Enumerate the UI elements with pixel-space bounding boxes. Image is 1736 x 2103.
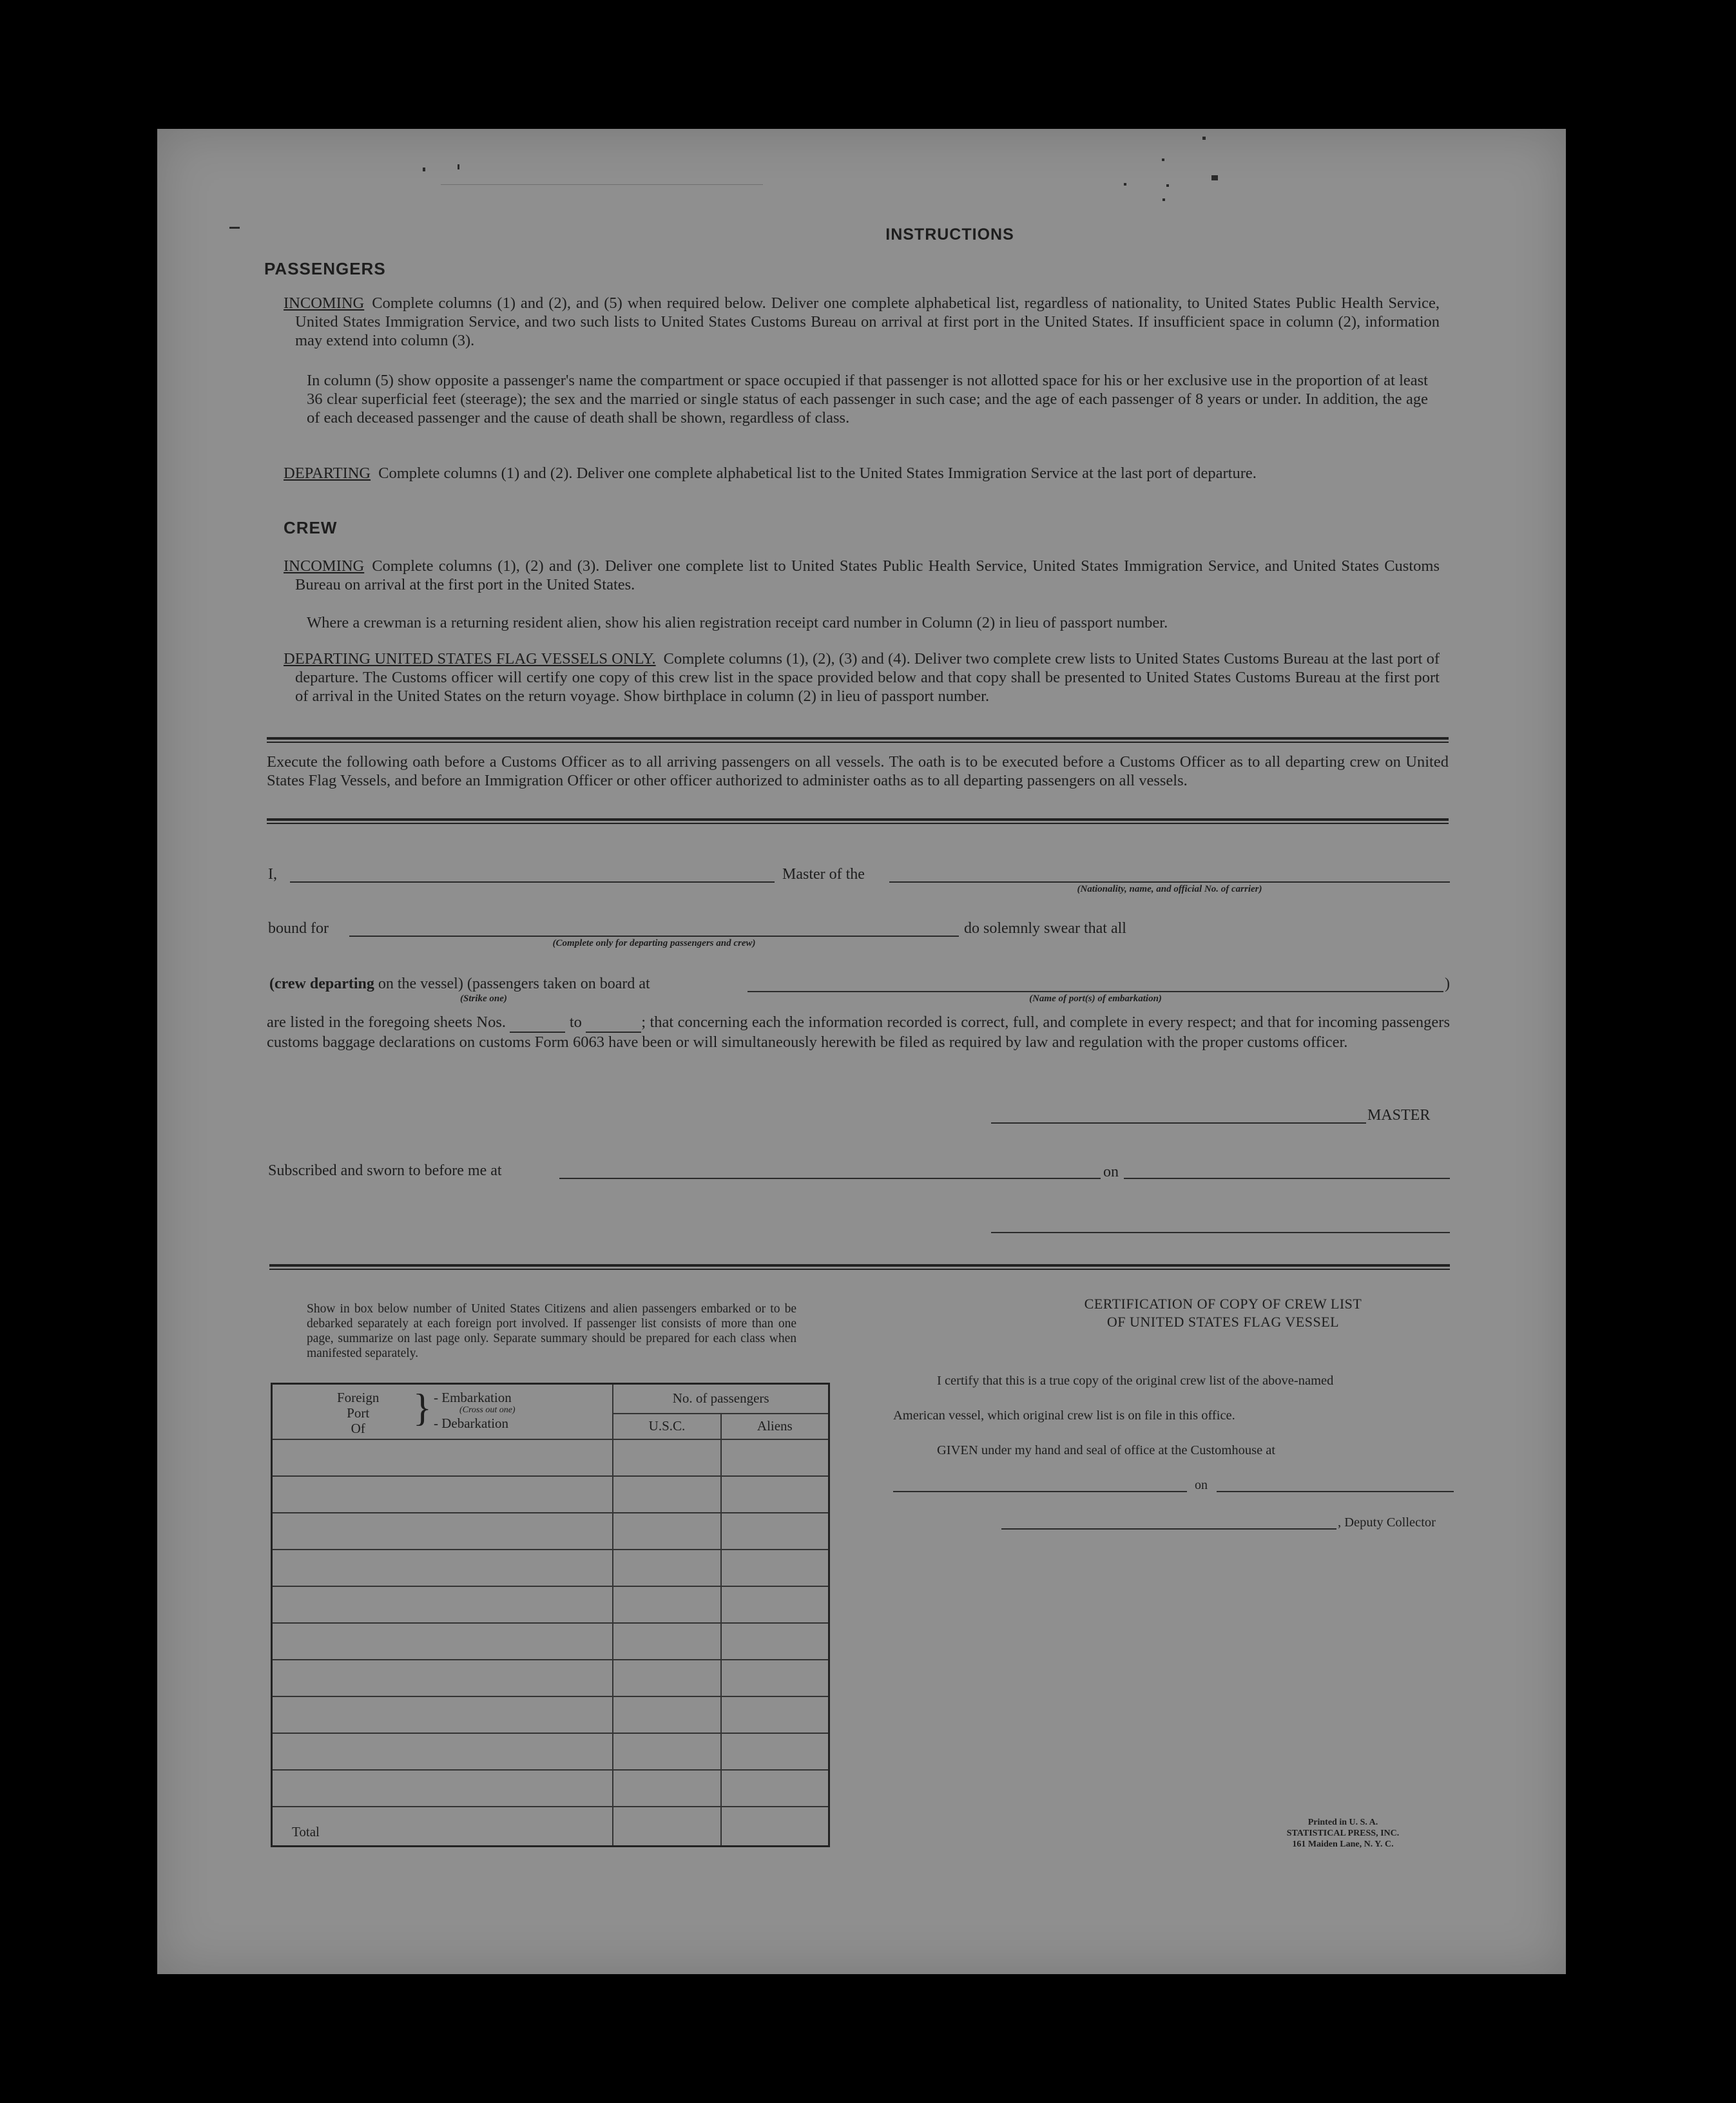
crew-heading: CREW <box>284 518 338 537</box>
usc-cell[interactable] <box>613 1660 720 1696</box>
of-label: Of <box>351 1421 365 1436</box>
certification-title-line1: CERTIFICATION OF COPY OF CREW LIST <box>1084 1296 1362 1312</box>
usc-cell[interactable] <box>613 1623 720 1660</box>
usc-total-cell[interactable] <box>613 1807 720 1847</box>
aliens-cell[interactable] <box>721 1770 829 1807</box>
port-cell[interactable] <box>272 1550 613 1586</box>
crew-departing-label: DEPARTING UNITED STATES FLAG VESSELS ONLY. <box>284 650 656 667</box>
passengers-departing-label: DEPARTING <box>284 465 371 482</box>
usc-header: U.S.C. <box>613 1414 720 1439</box>
port-cell[interactable] <box>272 1586 613 1623</box>
port-header-cell <box>272 1384 613 1439</box>
cert-date-field[interactable] <box>1217 1491 1454 1492</box>
table-row <box>272 1476 829 1513</box>
certify-line-b: American vessel, which original crew list is on file in this office. <box>893 1408 1235 1423</box>
crew-incoming-text: Complete columns (1), (2) and (3). Deliver one complete list to United States Public Health Service, United States Immigration Service, and United States Customs Bureau on arrival at the first port in the United States. <box>295 557 1440 593</box>
document-sheet <box>157 129 1566 1974</box>
speck <box>1124 183 1126 186</box>
deputy-signature-field[interactable] <box>1001 1528 1336 1530</box>
embarkation-port-field[interactable] <box>747 991 1443 992</box>
oath-i-label: I, <box>268 866 277 883</box>
customhouse-field[interactable] <box>893 1491 1187 1492</box>
foreign-label: Foreign <box>337 1390 380 1405</box>
port-cell[interactable] <box>272 1696 613 1733</box>
aliens-cell[interactable] <box>721 1623 829 1660</box>
speck <box>229 227 240 229</box>
deputy-collector-label: , Deputy Collector <box>1338 1515 1436 1530</box>
crew-departing-paragraph <box>284 649 1440 706</box>
cert-on-label: on <box>1195 1478 1208 1492</box>
speck <box>423 168 425 171</box>
section-divider <box>269 1264 1450 1270</box>
oath-statement <box>267 1013 1450 1052</box>
usc-cell[interactable] <box>613 1513 720 1550</box>
close-paren: ) <box>1445 975 1450 992</box>
section-divider <box>267 737 1449 743</box>
no-passengers-header: No. of passengers <box>613 1384 829 1414</box>
crew-incoming-label: INCOMING <box>284 557 365 575</box>
table-row <box>272 1439 829 1476</box>
printer-imprint <box>1246 1817 1440 1850</box>
port-cell[interactable] <box>272 1623 613 1660</box>
crew-departing-text: Complete columns (1), (2), (3) and (4). Deliver two complete crew lists to United States Customs Bureau at the last port of departure. The Customs officer will certify one copy of this crew list in the space provided below and that copy shall be presented to United States Customs Bureau at the first port of arrival in the United States on the return voyage. Show birthplace in column (2) in lieu of passport number. <box>295 650 1440 705</box>
port-cell[interactable] <box>272 1770 613 1807</box>
aliens-cell[interactable] <box>721 1476 829 1513</box>
bound-for-label: bound for <box>268 920 329 937</box>
passengers-incoming-text: Complete columns (1) and (2), and (5) when required below. Deliver one complete alphabetical list, regardless of nationality, to United States Public Health Service, United States Immigration Service, and two such lists to United States Customs Bureau on arrival at first port in the United States. If insufficient space in column (2), information may extend into column (3). <box>295 294 1440 349</box>
aliens-header: Aliens <box>721 1414 829 1439</box>
oath-instruction: Execute the following oath before a Customs Officer as to all arriving passengers on all vessels. The oath is to be executed before a Customs Officer as to all departing crew on United States Flag Vessels, and before an Immigration Officer or other officer authorized to administer oaths as to all departing passengers on all vessels. <box>267 753 1449 789</box>
aliens-cell[interactable] <box>721 1513 829 1550</box>
speck <box>458 164 459 169</box>
usc-cell[interactable] <box>613 1770 720 1807</box>
brace-icon: } <box>413 1387 432 1429</box>
column5-paragraph: In column (5) show opposite a passenger's name the compartment or space occupied if that passenger is not allotted space for his or her exclusive use in the proportion of at least 36 clear superficial feet (steerage); the sex and the married or single status of each passenger in such case; and the age of each passenger of 8 years or under. In addition, the age of each deceased passenger and the cause of death shall be shown, regardless of class. <box>307 372 1428 427</box>
certification-title <box>978 1295 1468 1331</box>
usc-cell[interactable] <box>613 1439 720 1476</box>
master-label: MASTER <box>1367 1107 1431 1124</box>
passenger-summary-table <box>271 1383 830 1847</box>
embarkation-option[interactable]: - Embarkation <box>434 1390 512 1405</box>
bound-for-caption: (Complete only for departing passengers and crew) <box>552 938 756 948</box>
resident-alien-paragraph: Where a crewman is a returning resident alien, show his alien registration receipt card number in Column (2) in lieu of passport number. <box>307 614 1168 631</box>
aliens-cell[interactable] <box>721 1586 829 1623</box>
total-label: Total <box>272 1807 613 1847</box>
usc-cell[interactable] <box>613 1476 720 1513</box>
sworn-place-field[interactable] <box>559 1178 1101 1179</box>
summary-instructions: Show in box below number of United States Citizens and alien passengers embarked or to be debarked separately at each foreign port involved. If passenger list consists of more than one page, summarize on last page only. Separate summary should be prepared for each class when manifested separately. <box>307 1302 796 1360</box>
aliens-cell[interactable] <box>721 1733 829 1770</box>
passengers-taken-option[interactable]: (passengers taken on board at <box>467 975 650 992</box>
faint-rule <box>441 184 763 185</box>
aliens-cell[interactable] <box>721 1550 829 1586</box>
crew-passenger-choice <box>269 975 650 993</box>
on-vessel-text: on the vessel) <box>378 975 463 992</box>
foreign-port-of <box>337 1390 379 1436</box>
passengers-departing-text: Complete columns (1) and (2). Deliver one complete alphabetical list to the United States Immigration Service at the last port of departure. <box>378 465 1257 482</box>
carrier-field[interactable] <box>889 881 1450 883</box>
total-row <box>272 1807 829 1847</box>
port-cell[interactable] <box>272 1513 613 1550</box>
page-title: INSTRUCTIONS <box>885 226 1014 244</box>
usc-cell[interactable] <box>613 1696 720 1733</box>
aliens-cell[interactable] <box>721 1660 829 1696</box>
swear-label: do solemnly swear that all <box>964 920 1126 937</box>
printer-line2: STATISTICAL PRESS, INC. <box>1286 1829 1400 1838</box>
crew-departing-option[interactable]: (crew departing <box>269 975 374 992</box>
table-row <box>272 1623 829 1660</box>
passengers-incoming-label: INCOMING <box>284 294 365 312</box>
speck <box>1211 175 1218 180</box>
oath-listed-b: ; that concerning each the information recorded is correct, full, and complete in every respect; and that for incoming passengers customs baggage declarations on customs Form 6063 have been or will simultaneously herewith be filed as required by law and regulation with the proper customs officer. <box>267 1013 1450 1051</box>
table-row <box>272 1550 829 1586</box>
port-cell[interactable] <box>272 1733 613 1770</box>
passengers-incoming-paragraph <box>284 294 1440 350</box>
certify-line-a: I certify that this is a true copy of the original crew list of the above-named <box>937 1374 1334 1388</box>
sheet-to-field[interactable] <box>586 1013 641 1033</box>
embark-debark-options <box>434 1391 516 1430</box>
cross-out-caption: (Cross out one) <box>459 1405 516 1415</box>
aliens-cell[interactable] <box>721 1439 829 1476</box>
master-signature-field[interactable] <box>991 1122 1366 1124</box>
table-row <box>272 1696 829 1733</box>
table-row <box>272 1660 829 1696</box>
bound-for-field[interactable] <box>349 936 959 937</box>
section-divider <box>267 818 1449 824</box>
aliens-total-cell[interactable] <box>721 1807 829 1847</box>
debarkation-option[interactable]: - Debarkation <box>434 1416 509 1431</box>
carrier-caption: (Nationality, name, and official No. of carrier) <box>1077 884 1262 894</box>
usc-cell[interactable] <box>613 1586 720 1623</box>
port-cell[interactable] <box>272 1660 613 1696</box>
port-cell[interactable] <box>272 1476 613 1513</box>
table-row <box>272 1733 829 1770</box>
certification-title-line2: OF UNITED STATES FLAG VESSEL <box>1106 1314 1340 1330</box>
speck <box>1202 137 1206 140</box>
passengers-departing-paragraph <box>284 464 1440 483</box>
printer-line3: 161 Maiden Lane, N. Y. C. <box>1292 1839 1394 1849</box>
officer-signature-field[interactable] <box>991 1232 1450 1233</box>
table-row <box>272 1586 829 1623</box>
table-row <box>272 1770 829 1807</box>
oath-listed-to: to <box>569 1013 582 1031</box>
strike-one-caption: (Strike one) <box>460 994 507 1004</box>
speck <box>1162 158 1164 161</box>
usc-cell[interactable] <box>613 1550 720 1586</box>
given-line: GIVEN under my hand and seal of office at the Customhouse at <box>937 1443 1276 1457</box>
speck <box>1166 184 1169 187</box>
port-caption: (Name of port(s) of embarkation) <box>1029 994 1162 1004</box>
subscribed-label: Subscribed and sworn to before me at <box>268 1162 502 1179</box>
master-name-field[interactable] <box>290 881 775 883</box>
printer-line1: Printed in U. S. A. <box>1307 1818 1378 1827</box>
aliens-cell[interactable] <box>721 1696 829 1733</box>
usc-cell[interactable] <box>613 1733 720 1770</box>
port-label: Port <box>347 1405 370 1421</box>
table-row <box>272 1513 829 1550</box>
sworn-on-label: on <box>1103 1164 1119 1180</box>
port-cell[interactable] <box>272 1439 613 1476</box>
master-of-label: Master of the <box>782 866 865 883</box>
passengers-heading: PASSENGERS <box>264 259 386 278</box>
crew-incoming-paragraph <box>284 557 1440 594</box>
oath-listed-a: are listed in the foregoing sheets Nos. <box>267 1013 506 1031</box>
sworn-date-field[interactable] <box>1124 1178 1450 1179</box>
sheet-from-field[interactable] <box>510 1013 565 1033</box>
speck <box>1162 198 1165 201</box>
